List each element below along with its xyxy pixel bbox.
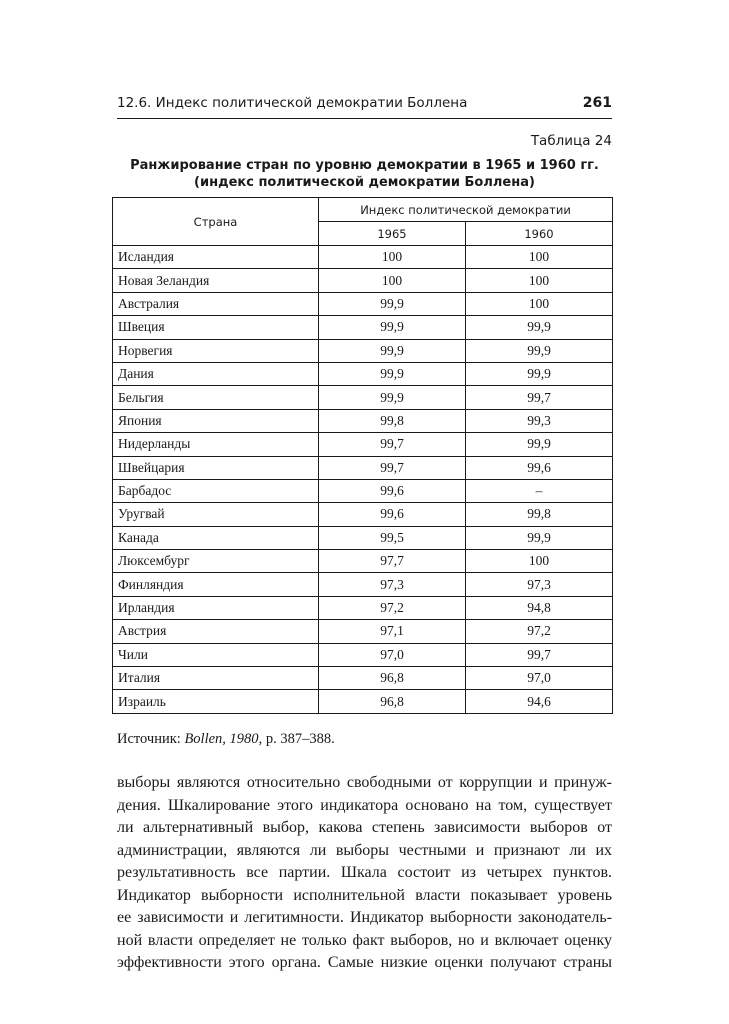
value-1965-cell: 100	[319, 246, 466, 269]
value-1965-cell: 99,5	[319, 526, 466, 549]
country-cell: Япония	[113, 409, 319, 432]
table-row	[113, 362, 613, 385]
value-1960-cell: 94,8	[466, 596, 613, 619]
table-row	[113, 573, 613, 596]
country-cell: Уругвай	[113, 503, 319, 526]
table-row	[113, 596, 613, 619]
table-body	[113, 246, 613, 714]
column-header-country: Страна	[113, 198, 319, 246]
body-line: результативность все партии. Шкала состоит из четырех пунктов.	[117, 864, 612, 881]
column-header-index: Индекс политической демократии	[319, 198, 613, 222]
value-1960-cell: 97,2	[466, 620, 613, 643]
value-1965-cell: 97,3	[319, 573, 466, 596]
source-suffix: , p. 387–388.	[258, 731, 335, 747]
value-1965-cell: 97,2	[319, 596, 466, 619]
column-header-1960: 1960	[466, 222, 613, 246]
value-1965-cell: 97,1	[319, 620, 466, 643]
table-caption-line2: (индекс политической демократии Боллена)	[194, 175, 535, 190]
country-cell: Финляндия	[113, 573, 319, 596]
value-1960-cell: 99,7	[466, 643, 613, 666]
value-1960-cell: 100	[466, 269, 613, 292]
value-1965-cell: 100	[319, 269, 466, 292]
value-1960-cell: 99,8	[466, 503, 613, 526]
source-citation: Bollen, 1980	[184, 731, 259, 747]
country-cell: Нидерланды	[113, 433, 319, 456]
country-cell: Новая Зеландия	[113, 269, 319, 292]
country-cell: Израиль	[113, 690, 319, 713]
source-note	[117, 731, 335, 748]
value-1965-cell: 99,7	[319, 456, 466, 479]
value-1960-cell: 99,9	[466, 316, 613, 339]
table-row	[113, 643, 613, 666]
body-line: эффективности этого органа. Самые низкие оценки получают страны	[117, 954, 612, 971]
value-1965-cell: 97,0	[319, 643, 466, 666]
table-label: Таблица 24	[530, 133, 612, 149]
value-1965-cell: 99,9	[319, 316, 466, 339]
value-1960-cell: 99,9	[466, 526, 613, 549]
table-row	[113, 479, 613, 502]
value-1965-cell: 97,7	[319, 550, 466, 573]
table-row	[113, 316, 613, 339]
value-1965-cell: 99,9	[319, 339, 466, 362]
country-cell: Исландия	[113, 246, 319, 269]
table-row	[113, 409, 613, 432]
table-row	[113, 667, 613, 690]
table-row	[113, 526, 613, 549]
value-1960-cell: 99,7	[466, 386, 613, 409]
body-line: администрации, являются ли выборы честными и признают ли их	[117, 841, 612, 859]
country-cell: Чили	[113, 643, 319, 666]
country-cell: Барбадос	[113, 479, 319, 502]
value-1960-cell: 100	[466, 246, 613, 269]
body-line: ли альтернативный выбор, какова степень зависимости выборов от	[117, 819, 612, 836]
country-cell: Дания	[113, 362, 319, 385]
value-1965-cell: 99,6	[319, 479, 466, 502]
table-row	[113, 386, 613, 409]
value-1960-cell: 100	[466, 292, 613, 315]
body-line: выборы являются относительно свободными от коррупции и принуж-	[117, 774, 612, 791]
body-paragraph	[117, 772, 612, 975]
country-cell: Швейцария	[113, 456, 319, 479]
value-1965-cell: 99,8	[319, 409, 466, 432]
body-line: дения. Шкалирование этого индикатора основано на том, существует	[117, 796, 612, 814]
value-1960-cell: 100	[466, 550, 613, 573]
table-row	[113, 269, 613, 292]
page-number: 261	[582, 95, 612, 111]
value-1965-cell: 96,8	[319, 667, 466, 690]
body-line: ной власти определяет не только факт выборов, но и включает оценку	[117, 931, 612, 949]
header-rule	[117, 118, 612, 119]
table-row	[113, 339, 613, 362]
body-line: ее зависимости и легитимности. Индикатор выборности законодатель-	[117, 909, 612, 926]
table-row	[113, 456, 613, 479]
country-cell: Бельгия	[113, 386, 319, 409]
value-1960-cell: 99,6	[466, 456, 613, 479]
country-cell: Канада	[113, 526, 319, 549]
table-row	[113, 503, 613, 526]
value-1965-cell: 99,9	[319, 292, 466, 315]
value-1960-cell: 99,9	[466, 339, 613, 362]
value-1965-cell: 99,9	[319, 386, 466, 409]
value-1960-cell: 99,9	[466, 362, 613, 385]
value-1960-cell: 99,9	[466, 433, 613, 456]
country-cell: Швеция	[113, 316, 319, 339]
table-caption	[117, 157, 612, 191]
section-title: 12.6. Индекс политической демократии Боллена	[117, 95, 468, 111]
democracy-index-table	[112, 197, 613, 714]
running-head	[117, 93, 612, 113]
source-prefix: Источник:	[117, 731, 185, 747]
country-cell: Австралия	[113, 292, 319, 315]
value-1960-cell: 99,3	[466, 409, 613, 432]
value-1965-cell: 99,7	[319, 433, 466, 456]
value-1965-cell: 99,9	[319, 362, 466, 385]
table-row	[113, 550, 613, 573]
table-row	[113, 246, 613, 269]
table-row	[113, 690, 613, 713]
value-1965-cell: 99,6	[319, 503, 466, 526]
country-cell: Италия	[113, 667, 319, 690]
value-1960-cell: 94,6	[466, 690, 613, 713]
value-1960-cell: –	[466, 479, 613, 502]
table-header-row	[113, 198, 613, 222]
column-header-1965: 1965	[319, 222, 466, 246]
table-row	[113, 620, 613, 643]
country-cell: Ирландия	[113, 596, 319, 619]
country-cell: Люксембург	[113, 550, 319, 573]
country-cell: Норвегия	[113, 339, 319, 362]
body-line: Индикатор выборности исполнительной власти показывает уровень	[117, 886, 612, 904]
table-row	[113, 433, 613, 456]
table-row	[113, 292, 613, 315]
value-1960-cell: 97,3	[466, 573, 613, 596]
table-caption-line1: Ранжирование стран по уровню демократии в 1965 и 1960 гг.	[130, 158, 599, 173]
country-cell: Австрия	[113, 620, 319, 643]
value-1960-cell: 97,0	[466, 667, 613, 690]
value-1965-cell: 96,8	[319, 690, 466, 713]
